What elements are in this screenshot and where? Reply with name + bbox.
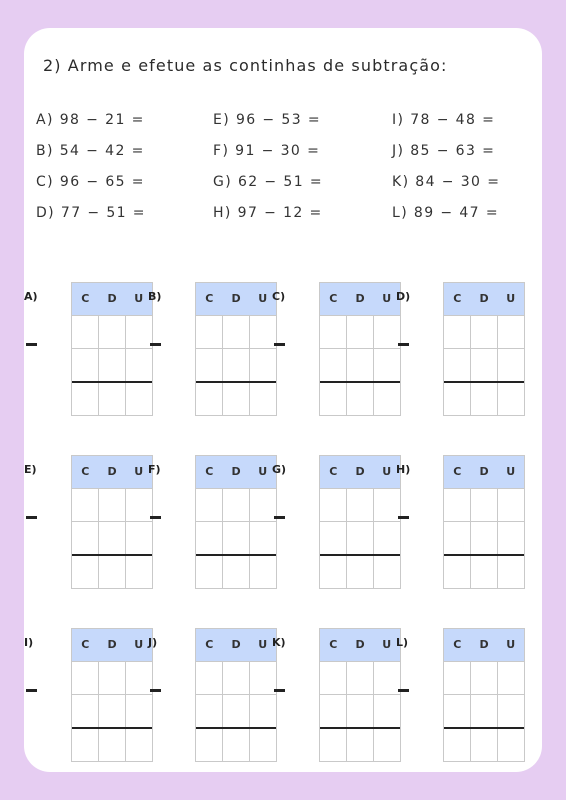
answer-box-label: G) [272,463,287,476]
result-row [72,381,152,415]
digit-cell[interactable] [497,489,524,521]
digit-cell[interactable] [497,316,524,348]
operand-row [320,488,400,521]
answer-box-a [24,282,144,414]
digit-cell[interactable] [346,349,373,381]
minus-sign [274,343,285,346]
column-header: D [231,465,241,478]
place-value-grid [319,628,401,762]
answer-box-e [24,455,144,587]
minus-sign [398,689,409,692]
column-header: C [205,465,214,478]
column-header: C [329,292,338,305]
answer-box-d [396,282,516,414]
place-value-grid [443,455,525,589]
operand-row [72,521,152,554]
operand-row [444,488,524,521]
operand-row [72,694,152,727]
problem-g: G) 62 − 51 = [213,174,324,190]
result-row [444,554,524,588]
minus-sign [274,516,285,519]
operand-row [444,521,524,554]
column-header: U [506,465,516,478]
digit-cell[interactable] [72,522,98,554]
minus-sign [26,689,37,692]
column-header: C [453,292,462,305]
result-row [196,554,276,588]
digit-cell[interactable] [72,383,98,415]
column-header: D [107,292,117,305]
digit-cell[interactable] [196,695,222,727]
digit-cell[interactable] [98,316,125,348]
digit-cell[interactable] [444,349,470,381]
digit-cell[interactable] [497,662,524,694]
answer-box-label: L) [396,636,409,649]
digit-cell[interactable] [196,316,222,348]
answer-box-label: F) [148,463,161,476]
column-header: D [231,638,241,651]
operand-row [444,348,524,381]
minus-sign [26,516,37,519]
digit-cell[interactable] [98,662,125,694]
column-header: U [258,465,268,478]
digit-cell[interactable] [72,556,98,588]
answer-box-label: J) [148,636,158,649]
digit-cell[interactable] [98,522,125,554]
column-header: C [205,638,214,651]
column-header: U [382,638,392,651]
column-header: C [329,465,338,478]
minus-sign [398,516,409,519]
place-value-header [72,283,152,315]
digit-cell[interactable] [444,522,470,554]
digit-cell[interactable] [72,729,98,761]
operand-row [444,694,524,727]
digit-cell[interactable] [346,383,373,415]
problem-h: H) 97 − 12 = [213,205,323,221]
operand-row [320,661,400,694]
column-header: D [107,465,117,478]
result-row [320,554,400,588]
problem-k: K) 84 − 30 = [392,174,501,190]
digit-cell[interactable] [470,383,497,415]
digit-cell[interactable] [444,489,470,521]
answer-box-k [272,628,392,760]
digit-cell[interactable] [320,349,346,381]
problem-l: L) 89 − 47 = [392,205,499,221]
digit-cell[interactable] [346,316,373,348]
column-header: D [231,292,241,305]
digit-cell[interactable] [346,695,373,727]
digit-cell[interactable] [444,662,470,694]
problem-c: C) 96 − 65 = [36,174,145,190]
place-value-grid [71,455,153,589]
digit-cell[interactable] [497,383,524,415]
digit-cell[interactable] [497,522,524,554]
answer-box-label: E) [24,463,37,476]
place-value-grid [319,282,401,416]
result-row [72,727,152,761]
minus-sign [398,343,409,346]
result-row [444,381,524,415]
operand-row [196,488,276,521]
operand-row [196,694,276,727]
answer-box-j [148,628,268,760]
place-value-header [72,456,152,488]
operand-row [444,315,524,348]
column-header: C [329,638,338,651]
digit-cell[interactable] [72,349,98,381]
digit-cell[interactable] [98,695,125,727]
place-value-header [196,283,276,315]
place-value-grid [195,455,277,589]
column-header: U [258,292,268,305]
digit-cell[interactable] [98,489,125,521]
digit-cell[interactable] [346,662,373,694]
digit-cell[interactable] [196,729,222,761]
minus-sign [150,343,161,346]
answer-box-label: I) [24,636,34,649]
digit-cell[interactable] [444,316,470,348]
digit-cell[interactable] [222,349,249,381]
digit-cell[interactable] [196,662,222,694]
digit-cell[interactable] [320,489,346,521]
digit-cell[interactable] [320,522,346,554]
problem-f: F) 91 − 30 = [213,143,321,159]
answer-box-h [396,455,516,587]
column-header: C [81,465,90,478]
digit-cell[interactable] [497,695,524,727]
column-header: U [134,292,144,305]
column-header: D [479,638,489,651]
digit-cell[interactable] [320,695,346,727]
result-row [196,381,276,415]
column-header: U [382,292,392,305]
digit-cell[interactable] [222,695,249,727]
digit-cell[interactable] [470,695,497,727]
digit-cell[interactable] [346,489,373,521]
place-value-grid [443,628,525,762]
column-header: D [355,638,365,651]
operand-row [196,521,276,554]
digit-cell[interactable] [196,556,222,588]
answer-box-label: C) [272,290,286,303]
answer-box-label: K) [272,636,286,649]
operand-row [72,348,152,381]
digit-cell[interactable] [497,729,524,761]
digit-cell[interactable] [222,662,249,694]
column-header: U [134,465,144,478]
answer-box-label: H) [396,463,411,476]
digit-cell[interactable] [346,522,373,554]
digit-cell[interactable] [222,383,249,415]
digit-cell[interactable] [444,729,470,761]
answer-box-i [24,628,144,760]
operand-row [320,694,400,727]
answer-box-g [272,455,392,587]
place-value-header [196,629,276,661]
digit-cell[interactable] [196,522,222,554]
place-value-header [320,456,400,488]
digit-cell[interactable] [72,695,98,727]
problem-list [36,112,516,240]
column-header: U [506,638,516,651]
problem-e: E) 96 − 53 = [213,112,321,128]
digit-cell[interactable] [497,556,524,588]
problem-d: D) 77 − 51 = [36,205,146,221]
place-value-header [444,456,524,488]
answer-box-label: B) [148,290,162,303]
digit-cell[interactable] [470,489,497,521]
column-header: D [355,292,365,305]
digit-cell[interactable] [444,556,470,588]
exercise-title: 2) Arme e efetue as continhas de subtração: [43,56,448,75]
operand-row [72,315,152,348]
place-value-grid [195,628,277,762]
column-header: C [205,292,214,305]
answer-box-label: D) [396,290,411,303]
place-value-header [444,629,524,661]
digit-cell[interactable] [72,489,98,521]
digit-cell[interactable] [222,522,249,554]
column-header: U [382,465,392,478]
digit-cell[interactable] [72,316,98,348]
digit-cell[interactable] [320,383,346,415]
place-value-grid [443,282,525,416]
column-header: D [479,465,489,478]
operand-row [320,348,400,381]
place-value-grid [195,282,277,416]
column-header: C [81,292,90,305]
operand-row [72,661,152,694]
operand-row [196,661,276,694]
place-value-header [196,456,276,488]
digit-cell[interactable] [196,349,222,381]
minus-sign [150,516,161,519]
digit-cell[interactable] [444,383,470,415]
digit-cell[interactable] [196,489,222,521]
digit-cell[interactable] [470,729,497,761]
problem-j: J) 85 − 63 = [392,143,496,159]
column-header: D [479,292,489,305]
answer-box-label: A) [24,290,38,303]
operand-row [320,521,400,554]
operand-row [320,315,400,348]
digit-cell[interactable] [470,316,497,348]
operand-row [444,661,524,694]
problem-i: I) 78 − 48 = [392,112,496,128]
digit-cell[interactable] [98,729,125,761]
place-value-grid [71,282,153,416]
column-header: U [506,292,516,305]
column-header: C [453,638,462,651]
digit-cell[interactable] [222,556,249,588]
column-header: C [81,638,90,651]
place-value-grid [71,628,153,762]
column-header: D [355,465,365,478]
result-row [72,554,152,588]
digit-cell[interactable] [222,489,249,521]
digit-cell[interactable] [98,383,125,415]
result-row [320,727,400,761]
digit-cell[interactable] [98,349,125,381]
digit-cell[interactable] [72,662,98,694]
answer-box-b [148,282,268,414]
digit-cell[interactable] [320,316,346,348]
place-value-header [320,629,400,661]
digit-cell[interactable] [444,695,470,727]
problem-b: B) 54 − 42 = [36,143,145,159]
digit-cell[interactable] [320,556,346,588]
place-value-header [72,629,152,661]
problem-a: A) 98 − 21 = [36,112,145,128]
minus-sign [274,689,285,692]
digit-cell[interactable] [320,662,346,694]
column-header: U [258,638,268,651]
operand-row [72,488,152,521]
minus-sign [150,689,161,692]
digit-cell[interactable] [98,556,125,588]
digit-cell[interactable] [222,316,249,348]
minus-sign [26,343,37,346]
place-value-grid [319,455,401,589]
digit-cell[interactable] [346,556,373,588]
operand-row [196,348,276,381]
digit-cell[interactable] [470,556,497,588]
place-value-header [320,283,400,315]
digit-cell[interactable] [497,349,524,381]
column-header: U [134,638,144,651]
digit-cell[interactable] [470,522,497,554]
digit-cell[interactable] [470,662,497,694]
place-value-header [444,283,524,315]
operand-row [196,315,276,348]
column-header: D [107,638,117,651]
answer-box-l [396,628,516,760]
answer-box-c [272,282,392,414]
result-row [444,727,524,761]
result-row [196,727,276,761]
digit-cell[interactable] [320,729,346,761]
digit-cell[interactable] [470,349,497,381]
answer-box-f [148,455,268,587]
digit-cell[interactable] [196,383,222,415]
result-row [320,381,400,415]
digit-cell[interactable] [222,729,249,761]
digit-cell[interactable] [346,729,373,761]
column-header: C [453,465,462,478]
